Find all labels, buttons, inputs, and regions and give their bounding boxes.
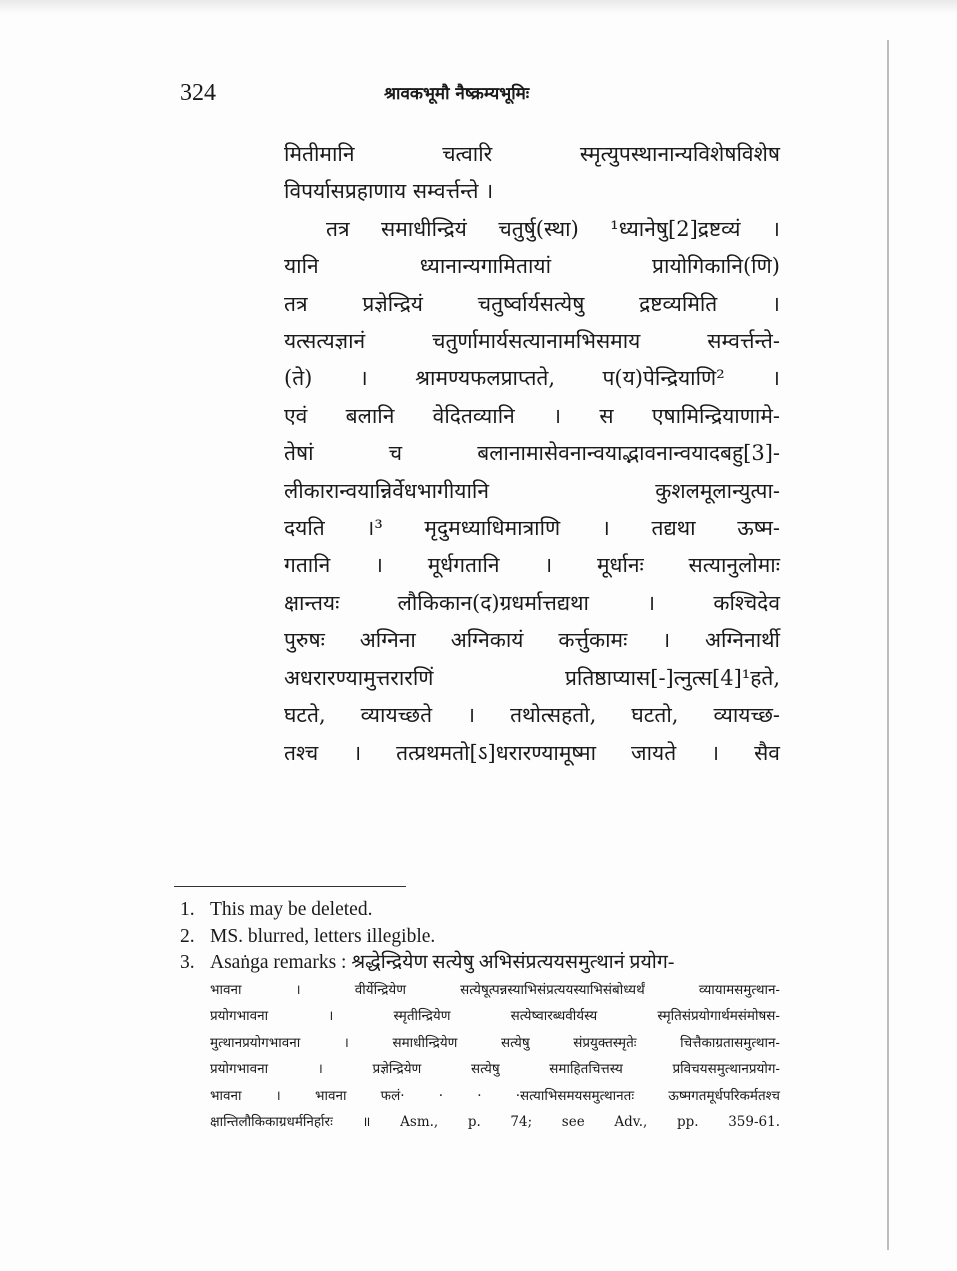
footnote-line: मुत्थानप्रयोगभावना । समाधीन्द्रियेण सत्येषु संप्रयुक्तस्मृतेः चित्तैकाग्रतासमुत्थान- [210, 1034, 780, 1051]
text-line: घटते, व्यायच्छते । तथोत्सहतो, घटतो, व्यायच्छ- [284, 703, 780, 728]
text-line: तश्च । तत्प्रथमतो[ऽ]धरारण्यामूष्मा जायते । सैव [284, 740, 780, 765]
footnote-text: Asaṅga remarks : श्रद्धेन्द्रियेण सत्येषु अभिसंप्रत्ययसमुत्थानं प्रयोग- [210, 952, 675, 973]
text-line: (ते) । श्रामण्यफलप्राप्तते, प(य)पेन्द्रियाणि² । [284, 366, 780, 391]
footnote-text: MS. blurred, letters illegible. [210, 925, 436, 947]
page-number: 324 [180, 80, 216, 106]
footnote-1 [180, 897, 780, 924]
footnote-line: भावना । वीर्येन्द्रियेण सत्येषूत्पन्नस्याभिसंप्रत्ययस्याभिसंबोध्यर्थं व्यायामसमुत्थान- [210, 981, 780, 998]
page-edge-line [887, 40, 889, 1250]
text-line: तत्र समाधीन्द्रियं चतुर्षु(स्था) ¹ध्यानेषु[2]द्रष्टव्यं । [326, 216, 780, 241]
footnote-line: क्षान्तिलौकिकाग्रधर्मनिर्हारः ॥ Asm., p. 74; see Adv., pp. 359-61. [210, 1114, 780, 1130]
footnote-number: 2. [180, 925, 195, 947]
footnote-3-continuation [180, 977, 780, 1136]
running-head: श्रावकभूमौ नैष्क्रम्यभूमिः [384, 84, 530, 104]
text-line: मितीमानि चत्वारि स्मृत्युपस्थानान्यविशेषविशेष [284, 142, 780, 166]
text-line: एवं बलानि वेदितव्यानि । स एषामिन्द्रियाणामे- [284, 403, 780, 428]
text-line: पुरुषः अग्निना अग्निकायं कर्त्तुकामः । अग्निनार्थी [284, 628, 780, 653]
text-line: लीकारान्वयान्निर्वेधभागीयानि कुशलमूलान्युत्पा- [284, 478, 780, 503]
text-line: यानि ध्यानान्यगामितायां प्रायोगिकानि(णि) [284, 254, 780, 279]
footnote-3 [180, 950, 780, 977]
footnote-number: 3. [180, 952, 195, 973]
footnote-line: प्रयोगभावना । प्रज्ञेन्द्रियेण सत्येषु समाहितचित्तस्य प्रविचयसमुत्थानप्रयोग- [210, 1061, 780, 1077]
footnote-line: भावना । भावना फलं· · · ·सत्याभिसमयसमुत्थानतः ऊष्मगतमूर्धपरिकर्मतश्च [210, 1087, 780, 1104]
text-line: क्षान्तयः लौकिकान(द)ग्रधर्मात्तद्यथा । कश्चिदेव [284, 590, 780, 615]
text-line: तेषां च बलानामासेवनान्वयाद्भावनान्वयादबहु[3]- [284, 441, 780, 466]
footnote-line: प्रयोगभावना । स्मृतीन्द्रियेण सत्येष्वारब्धवीर्यस्य स्मृतिसंप्रयोगार्थमसंमोषस- [210, 1008, 780, 1024]
scan-edge [0, 0, 957, 14]
text-line: यत्सत्यज्ञानं चतुर्णामार्यसत्यानामभिसमाय सम्वर्त्तन्ते- [284, 329, 780, 354]
footnote-2 [180, 924, 780, 951]
footnotes [180, 897, 780, 1136]
text-line: अधरारण्यामुत्तरारणिं प्रतिष्ठाप्यास[-]त्नुत्स[4]¹हते, [284, 665, 780, 690]
text-line: दयति ।³ मृदुमध्याधिमात्राणि । तद्यथा ऊष्म- [284, 516, 780, 541]
text-line: विपर्यासप्रहाणाय सम्वर्त्तन्ते । [284, 179, 494, 204]
footnote-rule [174, 886, 406, 887]
main-text [284, 136, 780, 772]
text-line: तत्र प्रज्ञेन्द्रियं चतुर्ष्वार्यसत्येषु द्रष्टव्यमिति । [284, 291, 780, 316]
footnote-text: This may be deleted. [210, 899, 373, 920]
text-line: गतानि । मूर्धगतानि । मूर्धानः सत्यानुलोमाः [284, 553, 780, 578]
footnote-number: 1. [180, 899, 195, 920]
